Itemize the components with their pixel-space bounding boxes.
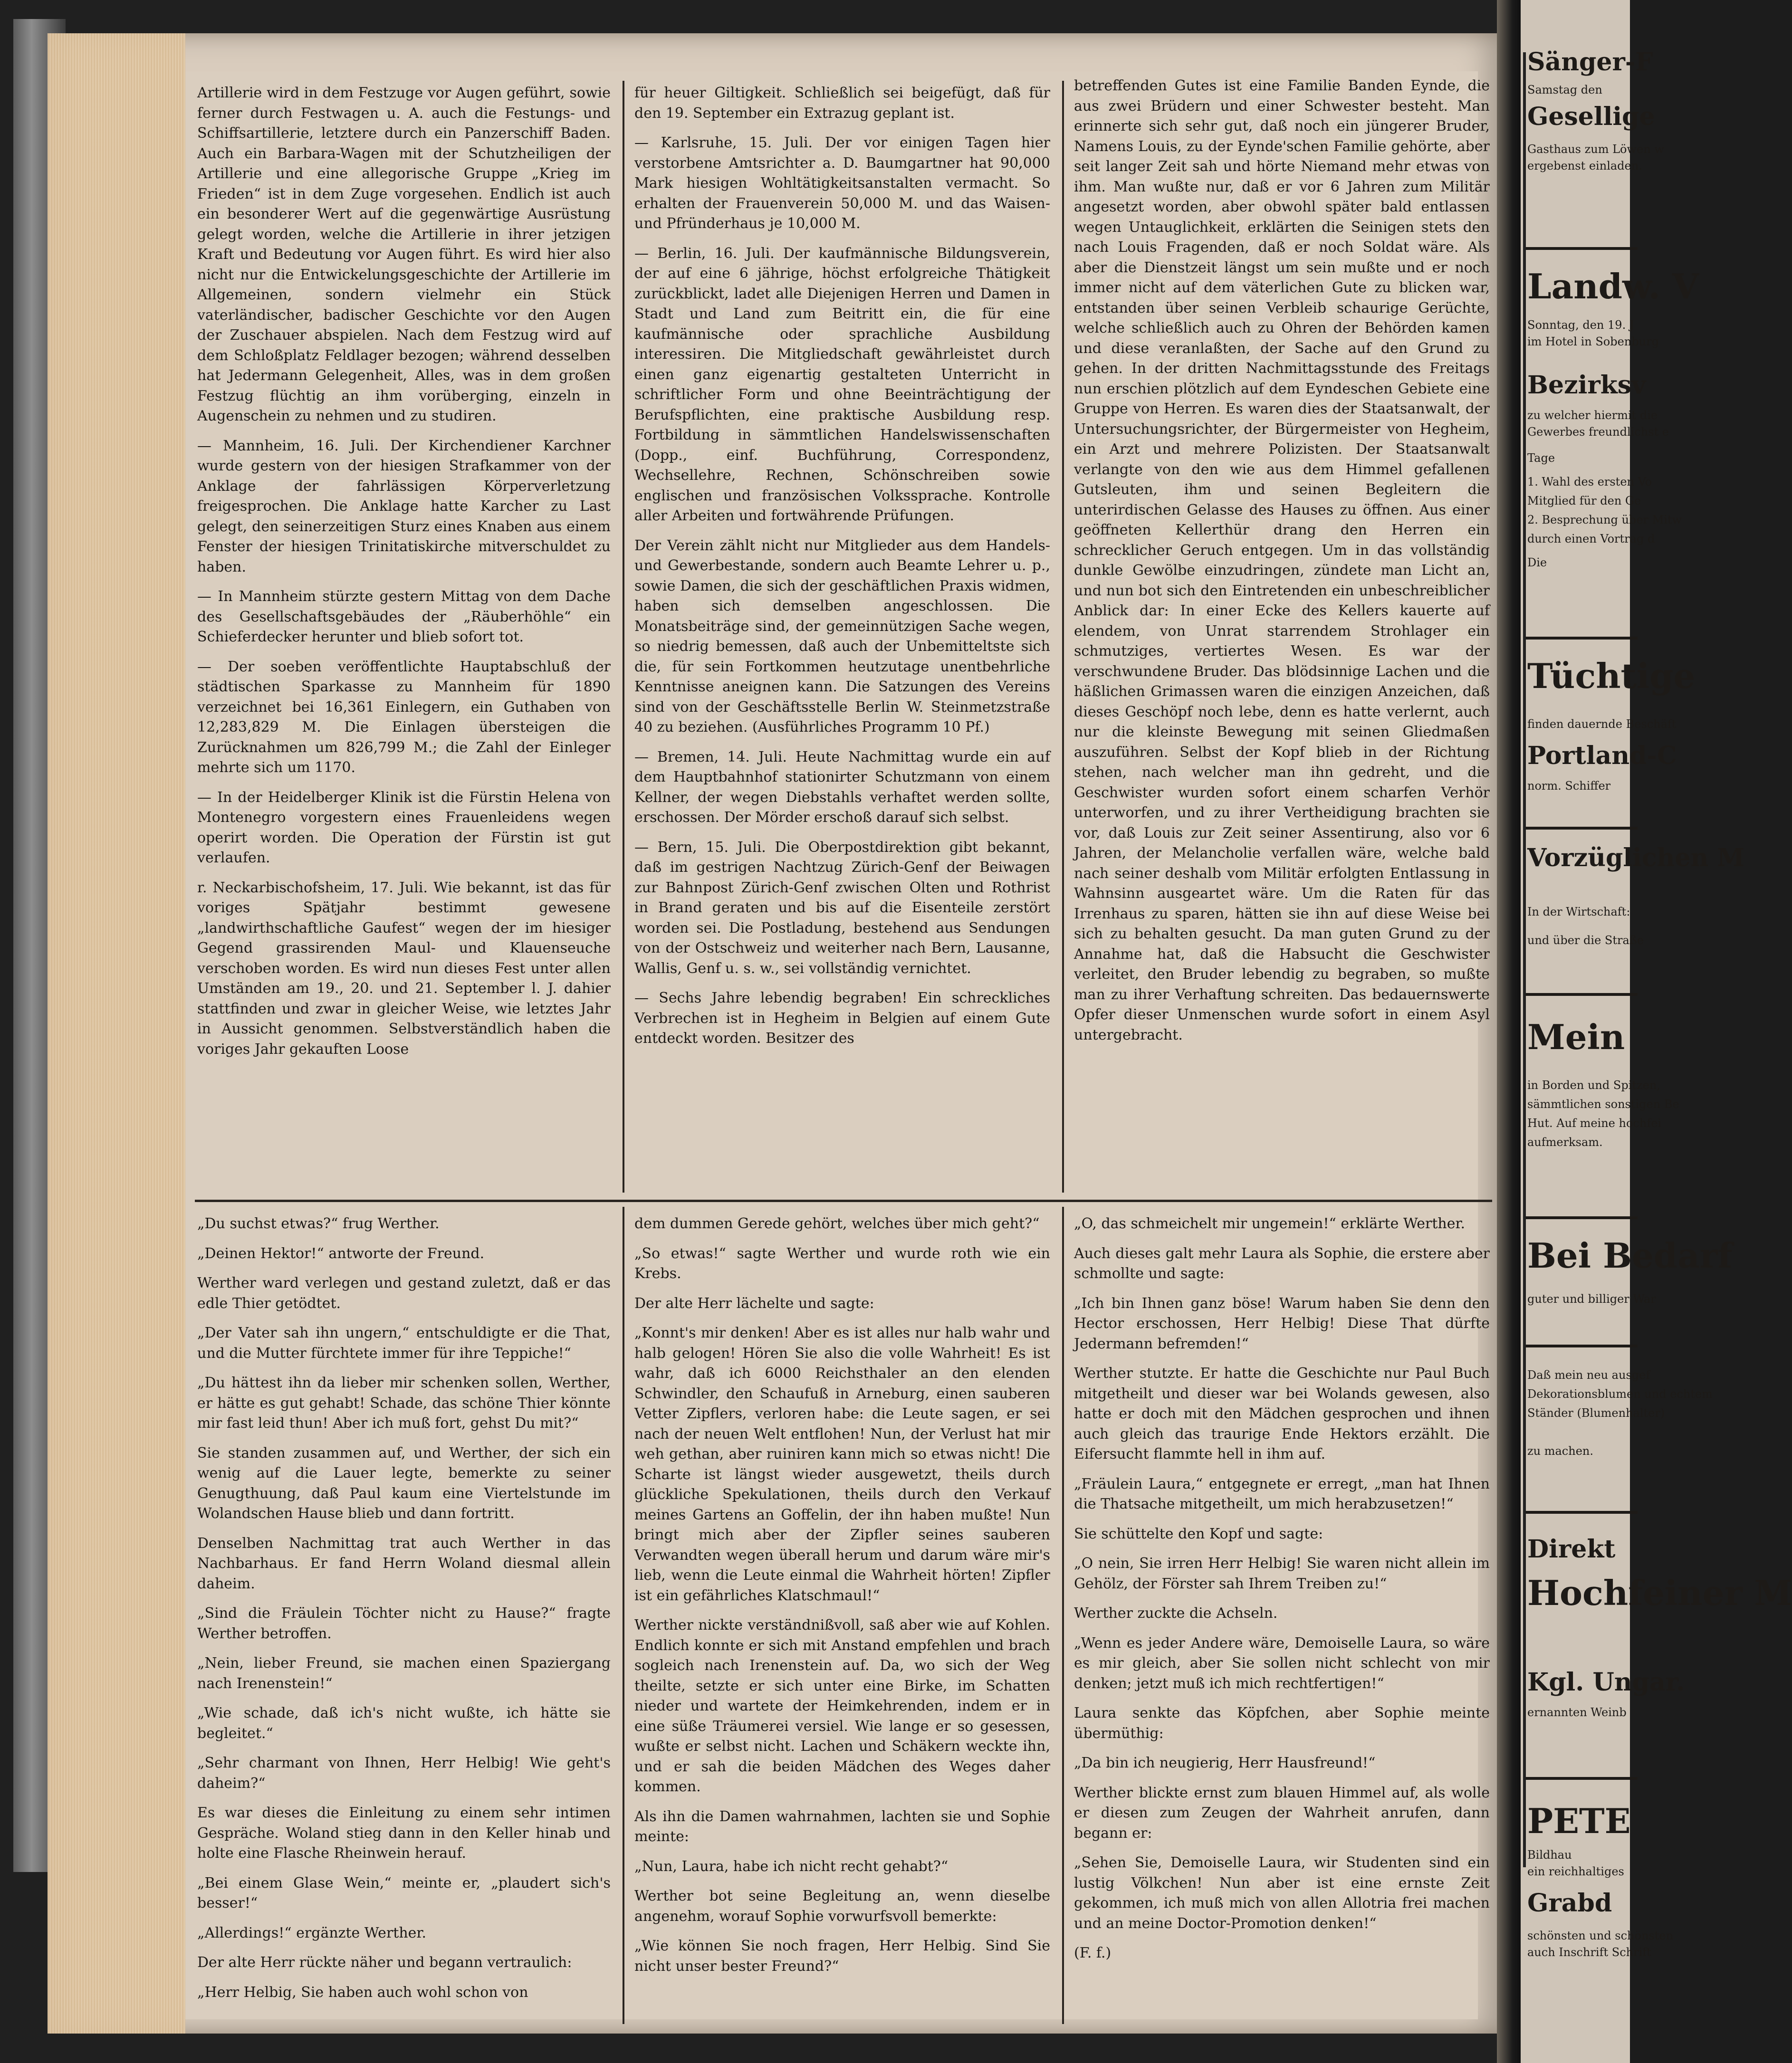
paragraph: „Sehr charmant von Ihnen, Herr Helbig! Wie geht's daheim?“ xyxy=(197,1755,611,1792)
paragraph: — In Mannheim stürzte gestern Mittag von dem Dache des Gesellschaftsgebäudes der „Räuberhöhle“ ein Schieferdecker herunter und blieb sofort tot. xyxy=(197,588,611,645)
paragraph: „Sind die Fräulein Töchter nicht zu Hause?“ fragte Werther betroffen. xyxy=(197,1605,611,1642)
paragraph: „Konnt's mir denken! Aber es ist alles nur halb wahr und halb gelogen! Hören Sie also die volle Wahrheit! Es ist wahr, daß ich 6000 Reichsthaler an den elenden Schwindler, den Schaufuß in Arneburg, einen sauberen Vetter Zipflers, verloren habe: die Leute sagen, er sei nach der neuen Welt entflohen! Nun, der Verlust hat mir weh gethan, aber ruiniren kann mich so etwas nicht! Die Scharte ist längst wieder ausgewetzt, theils durch glückliche Spekulationen, theils durch den Verkauf meines Gartens an Goffelin, der ihn haben mußte! Nun bringt mich aber der Zipfler seines sauberen Verwandten wegen überall herum und darum wäre mir's lieb, wenn die Leute einmal die Wahrheit hörten! Zipfler ist ein gefährliches Klatschmaul!“ xyxy=(634,1325,1050,1604)
paragraph: Als ihn die Damen wahrnahmen, lachten sie und Sophie meinte: xyxy=(634,1808,1050,1845)
adjacent-page-text: sämmtlichen sonstigen Be xyxy=(1527,1098,1679,1111)
paragraph: Werther ward verlegen und gestand zuletzt, daß er das edle Thier getödtet. xyxy=(197,1275,611,1312)
adjacent-page-text: zu machen. xyxy=(1527,1444,1593,1458)
paragraph: „Du suchst etwas?“ frug Werther. xyxy=(197,1215,440,1232)
paragraph: — Berlin, 16. Juli. Der kaufmännische Bildungsverein, der auf eine 6 jährige, höchst erfolgreiche Thätigkeit zurückblickt, ladet alle Diejenigen Herren und Damen in Stadt und Land zum Beitritt ein, die für eine kaufmännische oder sprachliche Ausbildung interessiren. Die Mitgliedschaft gewährleistet durch einen ganz eigenartig gestalteten Unterricht in schriftlicher Form und ohne Beeinträchtigung der Berufspflichten, eine praktische Ausbildung resp. Fortbildung in sämmtlichen Handelswissenschaften (Dopp., einf. Buchführung, Correspondenz, Wechsellehre, Rechnen, Schönschreiben sowie englischen und französischen Volkssprache. Kontrolle aller Arbeiten und fortwährende Prüfungen. xyxy=(634,245,1050,524)
adjacent-page-text: Landw. V xyxy=(1527,266,1699,306)
adjacent-page-text: Vorzüglichen M xyxy=(1527,843,1744,872)
paragraph: „Wenn es jeder Andere wäre, Demoiselle Laura, so wäre es mir gleich, aber Sie sollen nicht schlecht von mir denken; jetzt muß ich mich rechtfertigen!“ xyxy=(1074,1634,1490,1692)
adjacent-page-text: Hochfeiner M xyxy=(1527,1573,1792,1613)
section-separator xyxy=(195,1200,1492,1202)
paragraph: Sie schüttelte den Kopf und sagte: xyxy=(1074,1525,1323,1542)
column-bottom-3 xyxy=(1074,1214,1490,2017)
paragraph: „O, das schmeichelt mir ungemein!“ erklärte Werther. xyxy=(1074,1215,1466,1232)
paragraph: Auch dieses galt mehr Laura als Sophie, die erstere aber schmollte und sagte: xyxy=(1074,1245,1490,1282)
paragraph: Artillerie wird in dem Festzuge vor Augen geführt, sowie ferner durch Festwagen u. A. auch die Festungs- und Schiffsartillerie, letztere durch ein Panzerschiff Baden. Auch ein Barbara-Wagen mit der Schutzheiligen der Artillerie und eine allegorische Gruppe „Krieg im Frieden“ ist in dem Zuge vorgesehen. Endlich ist auch ein besonderer Wert auf die gegenwärtige Ausrüstung gelegt worden, welche die Artillerie in ihrer jetzigen Kraft und Bedeutung vor Augen führt. Es wird hier also nicht nur die Entwickelungsgeschichte der Artillerie im Allgemeinen, sondern vielmehr ein Stück vaterländischer, badischer Geschichte vor den Augen der Zuschauer abspielen. Nach dem Festzug wird auf dem Schloßplatz Feldlager bezogen; während desselben hat Jedermann Gelegenheit, Alles, was in dem großen Festzug flüchtig an ihm vorüberging, einzeln in Augenschein zu nehmen und zu studiren. xyxy=(197,85,611,424)
adjacent-page-text: Tage xyxy=(1527,451,1555,465)
paragraph: betreffenden Gutes ist eine Familie Banden Eynde, die aus zwei Brüdern und einer Schwester besteht. Man erinnerte sich sehr gut, daß noch ein jüngerer Bruder, Namens Louis, zu der Eynde'schen Familie gehörte, aber seit langer Zeit sah und hörte Niemand mehr etwas von ihm. Man wußte nur, daß er vor 6 Jahren zum Militär angesetzt worden, aber obwohl später bald entlassen wegen Untauglichkeit, erklärten die Seinigen stets den nach Louis Fragenden, daß er noch Soldat wäre. Als aber die Dienstzeit längst um sein mußte und er noch immer nicht auf dem väterlichen Gute zu blicken war, entstanden über seinen Verbleib schaurige Gerüchte, welche schließlich auch zu Ohren der Behörden kamen und diese veranlaßten, der Sache auf den Grund zu gehen. In der dritten Nachmittagsstunde des Freitags nun erschien plötzlich auf dem Eyndeschen Gebiete eine Gruppe von Herren. Es waren dies der Staatsanwalt, der Untersuchungsrichter, der Bürgermeister von Hegheim, ein Arzt und mehrere Polizisten. Der Staatsanwalt verlangte von den wie aus dem Himmel gefallenen Gutsleuten, ihm und seinen Begleitern die unterirdischen Gelasse des Hauses zu öffnen. Aus einer geöffneten Kellerthür drang den Herren ein schrecklicher Geruch entgegen. Um in das vollständig dunkle Gewölbe einzudringen, zündete man Licht an, und nun bot sich den Eintretenden ein unbeschreiblicher Anblick dar: In einer Ecke des Kellers kauerte auf elendem, von Unrat starrendem Strohlager ein schmutziges, vertiertes Wesen. Es war der verschwundene Bruder. Das blödsinnige Lachen und die häßlichen Grimassen waren die einzigen Anzeichen, daß dieses Geschöpf noch lebe, denn es hatte verlernt, auch nur die kleinste Bewegung mit seinen Gliedmaßen auszuführen. Selbst der Kopf blieb in der Richtung stehen, nach welcher man ihn gedreht, und die Geschwister wurden sofort einem scharfen Verhör unterworfen, und zu ihrer Vertheidigung brachten sie vor, daß Louis zur Zeit seiner Assentirung, also vor 6 Jahren, der Melancholie verfallen wäre, welche bald nach seiner deshalb vom Militär erfolgten Entlassung in Wahnsinn ausgeartet wäre. Um die Raten für das Irrenhaus zu sparen, hätten sie ihn auf diese Weise bei sich zu behalten gesucht. Da man guten Grund zu der Annahme hat, daß die Habsucht die Geschwister verleitet, den Bruder lebendig zu begraben, so mußte man zu ihrer Verhaftung schreiten. Das bedauernswerte Opfer dieser Unmenschen wurde sofort in einem Asyl untergebracht. xyxy=(1074,77,1490,1043)
paragraph: — Der soeben veröffentlichte Hauptabschluß der städtischen Sparkasse zu Mannheim für 1890 verzeichnet bei 16,361 Einlegern, ein Guthaben von 12,283,829 M. Die Einlagen übersteigen die Zurücknahmen um 826,799 M.; die Zahl der Einleger mehrte sich um 1170. xyxy=(197,658,611,776)
paragraph: „Sehen Sie, Demoiselle Laura, wir Studenten sind ein lustig Völkchen! Nun aber ist eine ernste Zeit gekommen, ich muß mich von allen Allotria frei machen und an meine Doctor-Promotion denken!“ xyxy=(1074,1854,1490,1932)
adjacent-page-text: Daß mein neu ausgef xyxy=(1527,1368,1650,1382)
adjacent-page-text: Tüchtige xyxy=(1527,656,1696,696)
paragraph: „Da bin ich neugierig, Herr Hausfreund!“ xyxy=(1074,1755,1376,1771)
ad-separator xyxy=(1524,1511,1638,1514)
paragraph: „Allerdings!“ ergänzte Werther. xyxy=(197,1924,426,1941)
paragraph: „Wie schade, daß ich's nicht wußte, ich hätte sie begleitet.“ xyxy=(197,1705,611,1742)
adjacent-page-text: Gewerbes freundlichst e xyxy=(1527,425,1669,439)
paragraph: — Karlsruhe, 15. Juli. Der vor einigen Tagen hier verstorbene Amtsrichter a. D. Baumgartner hat 90,000 Mark hiesigen Wohltätigkeitsanstalten vermacht. So erhalten der Frauenverein 50,000 M. und das Waisen- und Pfründerhaus je 10,000 M. xyxy=(634,134,1050,232)
paragraph: Werther nickte verständnißvoll, saß aber wie auf Kohlen. Endlich konnte er sich mit Anstand empfehlen und brach sogleich nach Irenenstein auf. Da, wo sich der Weg theilte, setzte er sich unter eine Birke, im Schatten nieder und wartete der Heimkehrenden, indem er in eine süße Träumerei versiel. Wie lange er so gesessen, wußte er selbst nicht. Lachen und Schäkern weckte ihn, und er sah die beiden Mädchen des Weges daher kommen. xyxy=(634,1617,1050,1795)
adjacent-page-text: im Hotel in Sobenburg xyxy=(1527,335,1659,348)
paragraph: dem dummen Gerede gehört, welches über mich geht?“ xyxy=(634,1215,1040,1232)
adjacent-page-text: Bei Bedarf xyxy=(1527,1235,1733,1276)
adjacent-page-text: ein reichhaltiges xyxy=(1527,1865,1624,1878)
adjacent-page-text: 2. Besprechung über Mitw xyxy=(1527,513,1682,526)
adjacent-page-text: Dekorationsblumen und echtem xyxy=(1527,1387,1713,1401)
paragraph: „Bei einem Glase Wein,“ meinte er, „plaudert sich's besser!“ xyxy=(197,1874,611,1911)
column-rule xyxy=(623,81,624,1193)
adjacent-page-text: Sonntag, den 19. J xyxy=(1527,318,1634,332)
paragraph: „O nein, Sie irren Herr Helbig! Sie waren nicht allein im Gehölz, der Förster sah Ihrem Treiben zu!“ xyxy=(1074,1555,1490,1592)
adjacent-page-text: und über die Straße xyxy=(1527,934,1644,947)
adjacent-page-text: in Borden und Spitzen, xyxy=(1527,1079,1660,1092)
ad-separator xyxy=(1524,1216,1638,1219)
ad-separator xyxy=(1524,827,1638,830)
adjacent-page-text: Bezirksv xyxy=(1527,371,1646,400)
ad-separator xyxy=(1524,1777,1638,1780)
adjacent-page-text: Gesellige xyxy=(1527,102,1655,131)
adjacent-page-text: ergebenst einladen. xyxy=(1527,159,1642,172)
column-top-2 xyxy=(634,83,1050,1190)
paragraph: — Bern, 15. Juli. Die Oberpostdirektion gibt bekannt, daß im gestrigen Nachtzug Zürich-Genf der Beiwagen zur Bahnpost Zürich-Genf zwischen Olten und Rothrist in Brand geraten und bis auf die Eisenteile zerstört worden sei. Die Postladung, bestehend aus Sendungen von der Ostschweiz und weiterher nach Bern, Lausanne, Wallis, Genf u. s. w., sei vollständig vernichtet. xyxy=(634,839,1050,977)
paragraph: Sie standen zusammen auf, und Werther, der sich ein wenig auf die Lauer legte, bemerkte zu seiner Genugthuung, daß Paul kaum eine Viertelstunde im Wolandschen Hause blieb und dann fortritt. xyxy=(197,1444,611,1522)
paragraph: „Ich bin Ihnen ganz böse! Warum haben Sie denn den Hector erschossen, Herr Helbig! Diese That dürfte Jedermann befremden!“ xyxy=(1074,1295,1490,1352)
adjacent-page-text: Mitglied für den Ge xyxy=(1527,494,1641,507)
paragraph: „Deinen Hektor!“ antworte der Freund. xyxy=(197,1245,485,1262)
adjacent-page-text: In der Wirtschaft: xyxy=(1527,905,1630,918)
adjacent-page-text: Kgl. Ungar. xyxy=(1527,1668,1685,1697)
paragraph: „Nun, Laura, habe ich nicht recht gehabt?“ xyxy=(634,1858,949,1875)
adjacent-page-text: Sänger-F xyxy=(1527,48,1653,76)
column-bottom-2 xyxy=(634,1214,1050,2017)
paragraph: — Bremen, 14. Juli. Heute Nachmittag wurde ein auf dem Hauptbahnhof stationirter Schutzmann von einem Kellner, der wegen Diebstahls verhaftet werden sollte, erschossen. Der Mörder erschoß darauf sich selbst. xyxy=(634,748,1050,826)
column-bottom-1 xyxy=(197,1214,611,2017)
adjacent-page-text: finden dauernde Beschäft xyxy=(1527,717,1677,731)
paragraph: (F. f.) xyxy=(1074,1945,1112,1961)
adjacent-page-text: Samstag den xyxy=(1527,83,1602,96)
adjacent-page-text: Mein xyxy=(1527,1017,1625,1057)
paragraph: „Herr Helbig, Sie haben auch wohl schon von xyxy=(197,1984,528,2001)
adjacent-page-text: Die xyxy=(1527,556,1547,569)
paragraph: Laura senkte das Köpfchen, aber Sophie meinte übermüthig: xyxy=(1074,1705,1490,1742)
book-gutter xyxy=(1497,0,1523,2063)
ad-separator xyxy=(1524,1345,1638,1347)
paragraph: — Sechs Jahre lebendig begraben! Ein schreckliches Verbrechen ist in Hegheim in Belgien auf einem Gute entdeckt worden. Besitzer des xyxy=(634,990,1050,1047)
paragraph: Es war dieses die Einleitung zu einem sehr intimen Gespräche. Woland stieg dann in den Keller hinab und holte eine Flasche Rheinwein herauf. xyxy=(197,1805,611,1862)
paragraph: „Fräulein Laura,“ entgegnete er erregt, „man hat Ihnen die Thatsache mitgetheilt, um mich herabzusetzen!“ xyxy=(1074,1475,1490,1512)
adjacent-page-text: Gasthaus zum Löwen w xyxy=(1527,143,1664,156)
adjacent-page-text: Grabd xyxy=(1527,1889,1612,1918)
adjacent-page-text: PETE xyxy=(1527,1801,1631,1841)
paragraph: Werther stutzte. Er hatte die Geschichte nur Paul Buch mitgetheilt und dieser war bei Wolands gewesen, also hatte er doch mit den Mädchen gesprochen und ihnen auch gleich das traurige Ende Hektors erzählt. Die Eifersucht flammte hell in ihm auf. xyxy=(1074,1365,1490,1462)
adjacent-page-text: ernannten Weinb xyxy=(1527,1706,1627,1719)
paragraph: — Mannheim, 16. Juli. Der Kirchendiener Karchner wurde gestern von der hiesigen Strafkammer von der Anklage der fahrlässigen Körperverletzung freigesprochen. Die Anklage hatte Karcher zu Last gelegt, den seinerzeitigen Sturz eines Knaben aus einem Fenster der hiesigen Trinitatiskirche mitverschuldet zu haben. xyxy=(197,437,611,575)
adjacent-page xyxy=(1521,0,1792,2063)
column-rule xyxy=(623,1207,624,2024)
paragraph: „So etwas!“ sagte Werther und wurde roth wie ein Krebs. xyxy=(634,1245,1050,1282)
column-rule xyxy=(1062,1207,1064,2024)
paragraph: „Der Vater sah ihn ungern,“ entschuldigte er die That, und die Mutter fürchtete immer für ihre Teppiche!“ xyxy=(197,1325,611,1362)
column-top-1 xyxy=(197,83,611,1190)
adjacent-page-text: durch einen Vortrag d xyxy=(1527,532,1655,545)
paragraph: für heuer Giltigkeit. Schließlich sei beigefügt, daß für den 19. September ein Extrazug geplant ist. xyxy=(634,85,1050,122)
paragraph: Denselben Nachmittag trat auch Werther in das Nachbarhaus. Er fand Herrn Woland diesmal allein daheim. xyxy=(197,1535,611,1592)
adjacent-page-border xyxy=(1523,52,1526,1867)
paragraph: Der Verein zählt nicht nur Mitglieder aus dem Handels- und Gewerbestande, sondern auch Beamte Lehrer u. p., sowie Damen, die sich der geschäftlichen Praxis widmen, haben sich demselben angeschlossen. Die Monatsbeiträge sind, der gemeinnützigen Sache wegen, so niedrig bemessen, daß auch der Unbemitteltste sich die, für sein Fortkommen heutzutage unentbehrliche Kenntnisse aneignen kann. Die Satzungen des Vereins sind von der Geschäftsstelle Berlin W. Steinmetzstraße 40 zu beziehen. (Ausführliches Programm 10 Pf.) xyxy=(634,537,1050,735)
column-top-3 xyxy=(1074,76,1490,1190)
adjacent-page-text: Direkt xyxy=(1527,1535,1616,1564)
adjacent-page-text: 1. Wahl des ersten Vo xyxy=(1527,475,1652,488)
adjacent-page-text: schönsten und schönsten xyxy=(1527,1929,1674,1942)
ad-separator xyxy=(1524,993,1638,996)
column-rule xyxy=(1062,81,1064,1193)
paragraph: „Nein, lieber Freund, sie machen einen Spaziergang nach Irenenstein!“ xyxy=(197,1655,611,1692)
paragraph: r. Neckarbischofsheim, 17. Juli. Wie bekannt, ist das für voriges Spätjahr bestimmt gewesene „landwirthschaftliche Gaufest“ wegen der im hiesiger Gegend grassirenden Maul- und Klauenseuche verschoben worden. Es wird nun dieses Fest unter allen Umständen am 19., 20. und 21. September l. J. dahier stattfinden und zwar in gleicher Weise, wie letztes Jahr in Aussicht genommen. Selbstverständlich haben die voriges Jahr gekauften Loose xyxy=(197,879,611,1058)
paragraph: Der alte Herr lächelte und sagte: xyxy=(634,1295,874,1312)
paragraph: Werther blickte ernst zum blauen Himmel auf, als wolle er diesen zum Zeugen der Wahrheit anrufen, dann begann er: xyxy=(1074,1784,1490,1842)
paragraph: „Du hättest ihn da lieber mir schenken sollen, Werther, er hätte es gut gehabt! Schade, das schöne Thier könnte mir fast leid thun! Aber ich muß fort, gehst Du mit?“ xyxy=(197,1375,611,1432)
adjacent-page-text: aufmerksam. xyxy=(1527,1136,1603,1149)
paragraph: „Wie können Sie noch fragen, Herr Helbig. Sind Sie nicht unser bester Freund?“ xyxy=(634,1938,1050,1975)
paragraph: — In der Heidelberger Klinik ist die Fürstin Helena von Montenegro vorgestern eines Frauenleidens wegen operirt worden. Die Operation der Fürstin ist gut verlaufen. xyxy=(197,789,611,866)
adjacent-page-text: zu welcher hiermit die xyxy=(1527,409,1658,422)
adjacent-page-text: guter und billiger War xyxy=(1527,1292,1656,1306)
adjacent-page-text: auch Inschrift Schrift xyxy=(1527,1946,1651,1959)
adjacent-page-text: Bildhau xyxy=(1527,1848,1572,1862)
ad-separator xyxy=(1524,637,1638,640)
paragraph: Der alte Herr rückte näher und begann vertraulich: xyxy=(197,1954,572,1971)
adjacent-page-text: Hut. Auf meine hochfei xyxy=(1527,1117,1662,1130)
paragraph: Werther bot seine Begleitung an, wenn dieselbe angenehm, worauf Sophie vorwurfsvoll bemerkte: xyxy=(634,1888,1050,1925)
ad-separator xyxy=(1524,247,1638,250)
adjacent-page-text: Ständer (Blumenhalter) xyxy=(1527,1406,1665,1420)
page-block-edges xyxy=(48,33,185,2034)
adjacent-page-text: norm. Schiffer xyxy=(1527,779,1611,793)
paragraph: Werther zuckte die Achseln. xyxy=(1074,1605,1278,1622)
adjacent-page-text: Portland-C xyxy=(1527,741,1677,770)
